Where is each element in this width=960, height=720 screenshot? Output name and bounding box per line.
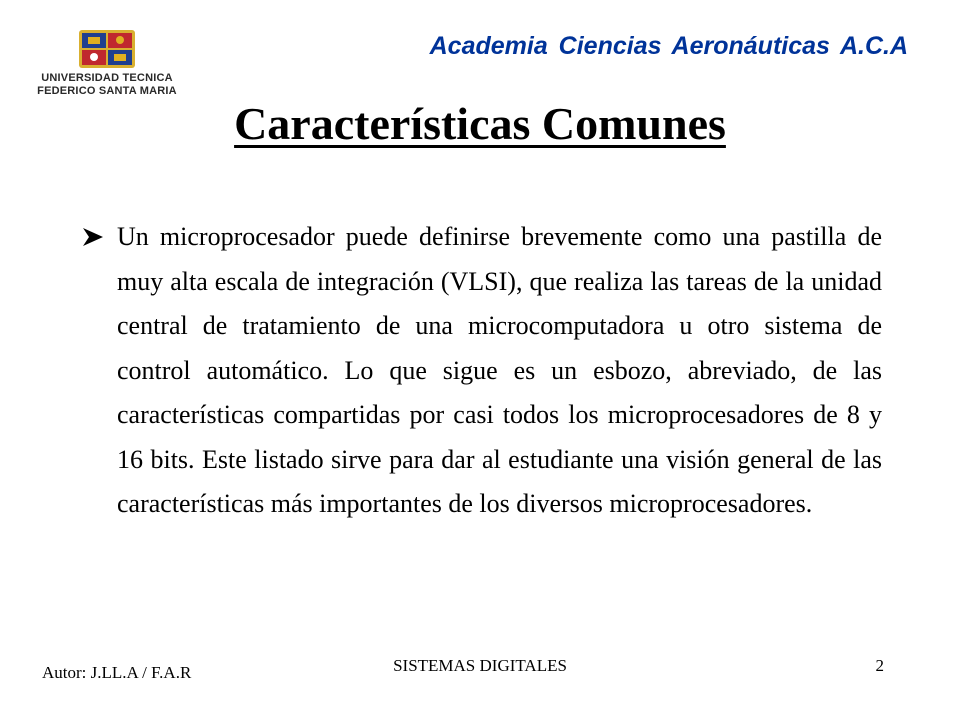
academy-header: Academia Ciencias Aeronáuticas A.C.A (429, 32, 908, 60)
slide-title (0, 94, 960, 154)
shield-icon (78, 28, 136, 70)
bullet-text: Un microprocesador puede definirse brevemente como una pastilla de muy alta escala de integración (VLSI), que realiza las tareas de la unidad central de tratamiento de una microcomputadora u otro sistema de control automático. Lo que sigue es un esbozo, abreviado, de las características compartidas por casi todos los microprocesadores de 8 y 16 bits. Este listado sirve para dar al estudiante una visión general de las características más importantes de los diversos microprocesadores. (117, 222, 882, 518)
course-footer: SISTEMAS DIGITALES (393, 656, 567, 675)
slide-title-text: Características Comunes (234, 98, 726, 149)
author-credit: Autor: J.LL.A / F.A.R (42, 663, 192, 682)
university-name-line2: FEDERICO SANTA MARIA (37, 85, 177, 97)
university-name-line1: UNIVERSIDAD TECNICA (41, 72, 173, 84)
page-number: 2 (875, 656, 884, 675)
arrow-bullet-icon (82, 227, 104, 247)
university-logo (36, 28, 178, 102)
